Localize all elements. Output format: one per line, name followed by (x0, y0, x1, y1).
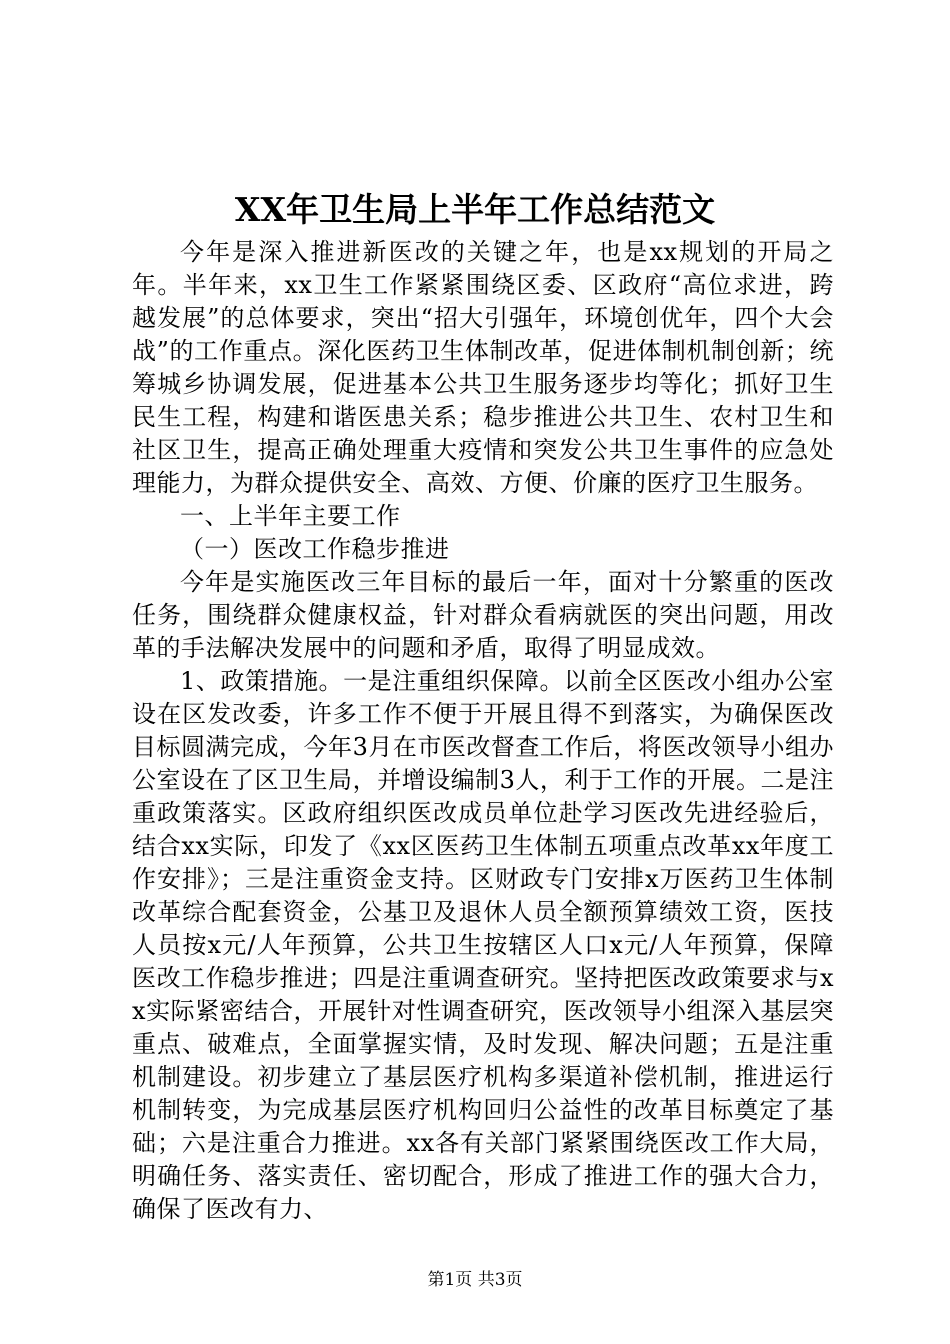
document-title: XX年卫生局上半年工作总结范文 (234, 190, 716, 229)
subsection-heading-1: （一）医改工作稳步推进 (180, 535, 450, 563)
document-body (132, 236, 834, 1226)
intro-paragraph: 今年是深入推进新医改的关键之年，也是xx规划的开局之年。半年来，xx卫生工作紧紧围绕区委、区政府“高位求进，跨越发展”的总体要求，突出“招大引强年，环境创优年，四个大会战”的工作重点。深化医药卫生体制改革，促进体制机制创新；统筹城乡协调发展，促进基本公共卫生服务逐步均等化；抓好卫生民生工程，构建和谐医患关系；稳步推进公共卫生、农村卫生和社区卫生，提高正确处理重大疫情和突发公共卫生事件的应急处理能力，为群众提供安全、高效、方便、价廉的医疗卫生服务。 (132, 238, 834, 497)
subsection-intro-paragraph: 今年是实施医改三年目标的最后一年，面对十分繁重的医改任务，围绕群众健康权益，针对群众看病就医的突出问题，用改革的手法解决发展中的问题和矛盾，取得了明显成效。 (132, 568, 834, 662)
page-footer: 第1页 共3页 (427, 1270, 523, 1290)
policy-measures-paragraph: 1、政策措施。一是注重组织保障。以前全区医改小组办公室设在区发改委，许多工作不便于开展且得不到落实，为确保医改目标圆满完成，今年3月在市医改督查工作后，将医改领导小组办公室设在了区卫生局，并增设编制3人，利于工作的开展。二是注重政策落实。区政府组织医改成员单位赴学习医改先进经验后，结合xx实际，印发了《xx区医药卫生体制五项重点改革xx年度工作安排》；三是注重资金支持。区财政专门安排x万医药卫生体制改革综合配套资金，公基卫及退休人员全额预算绩效工资，医技人员按x元/人年预算，公共卫生按辖区人口x元/人年预算，保障医改工作稳步推进；四是注重调查研究。坚持把医改政策要求与xx实际紧密结合，开展针对性调查研究，医改领导小组深入基层突重点、破难点，全面掌握实情，及时发现、解决问题；五是注重机制建设。初步建立了基层医疗机构多渠道补偿机制，推进运行机制转变，为完成基层医疗机构回归公益性的改革目标奠定了基础；六是注重合力推进。xx各有关部门紧紧围绕医改工作大局，明确任务、落实责任、密切配合，形成了推进工作的强大合力，确保了医改有力、 (132, 667, 834, 1223)
section-heading-1: 一、上半年主要工作 (180, 502, 401, 530)
